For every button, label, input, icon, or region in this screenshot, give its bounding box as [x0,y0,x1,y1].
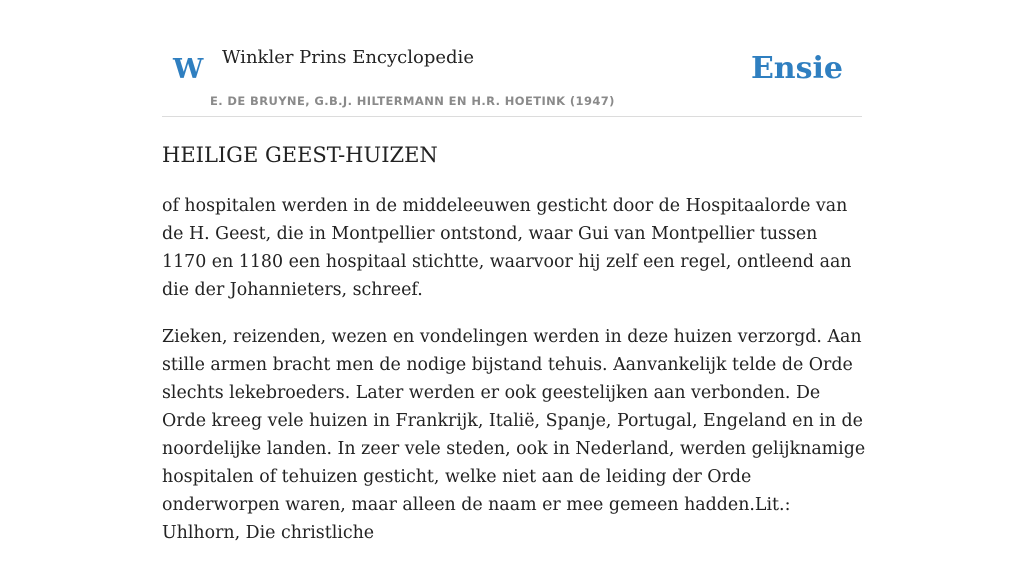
article-paragraph-1: of hospitalen werden in de middeleeuwen gesticht door de Hospitaalorde van de H. Geest, die in Montpellier ontstond, waar Gui van Montpellier tussen 1170 en 1180 een hospitaal stichtte, waarvoor hij zelf een regel, ontleend aan die der Johannieters, schreef. [162,196,852,300]
winkler-prins-logo-icon[interactable]: W [173,54,204,85]
article-body [162,192,867,566]
header [162,0,862,117]
article-paragraph-2: Zieken, reizenden, wezen en vondelingen werden in deze huizen verzorgd. Aan stille armen bracht men de nodige bijstand tehuis. Aanvankelijk telde de Orde slechts lekebroeders. Later werden er ook geestelijken aan verbonden. De Orde kreeg vele huizen in Frankrijk, Italië, Spanje, Portugal, Engeland en in de noordelijke landen. In zeer vele steden, ook in Nederland, werden gelijknamige hospitalen of tehuizen gesticht, welke niet aan de leiding der Orde onderworpen waren, maar alleen de naam er mee gemeen hadden.Lit.: Uhlhorn, Die christliche [162,327,866,543]
entry-title: HEILIGE GEEST-HUIZEN [162,143,438,167]
book-title[interactable]: Winkler Prins Encyclopedie [222,47,474,68]
book-authors: E. DE BRUYNE, G.B.J. HILTERMANN EN H.R. HOETINK (1947) [210,94,615,108]
ensie-brand-logo[interactable]: Ensie [750,51,843,86]
